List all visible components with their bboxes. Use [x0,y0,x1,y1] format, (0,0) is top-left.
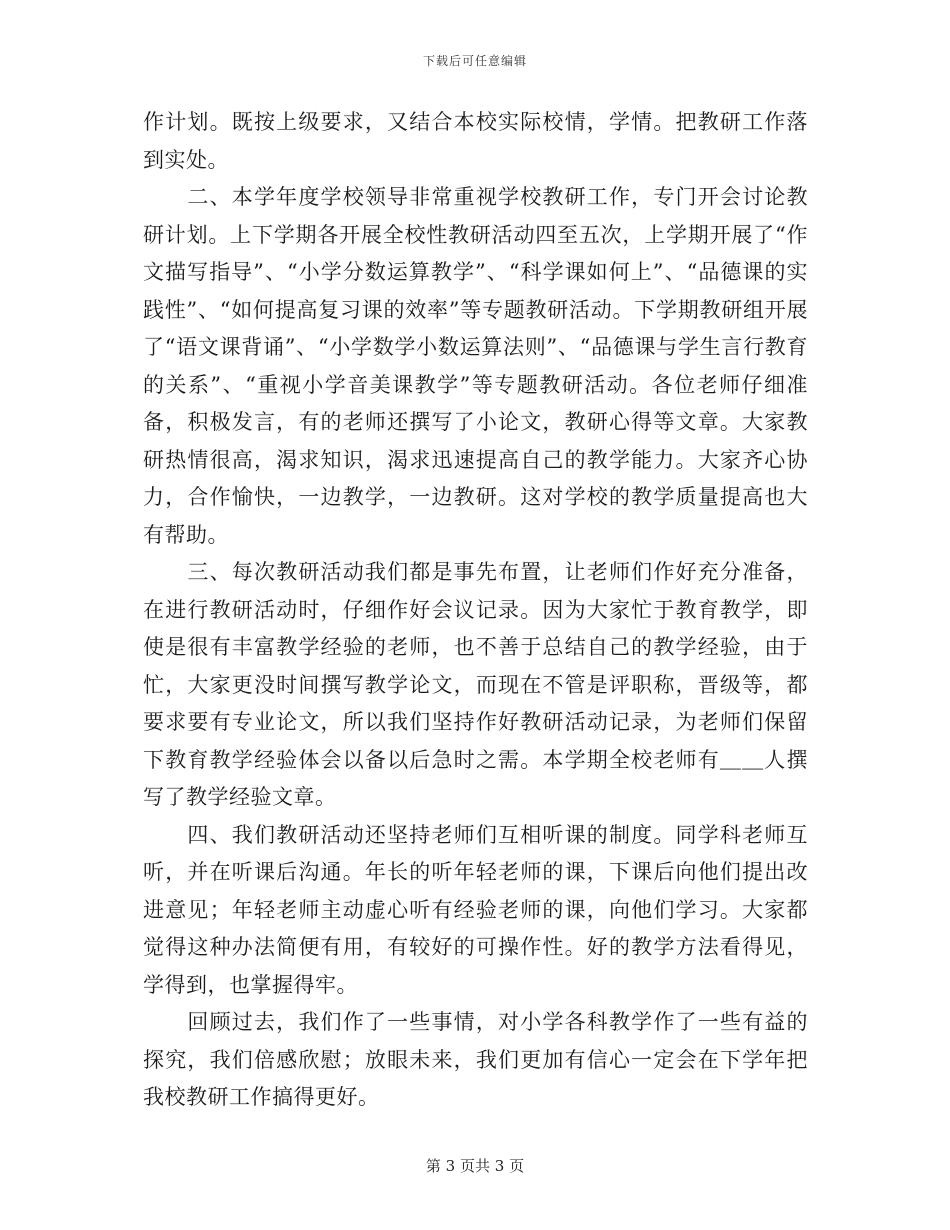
paragraph-section-two: 二、本学年度学校领导非常重视学校教研工作，专门开会讨论教研计划。上下学期各开展全校性教研活动四至五次，上学期开展了“作文描写指导”、“小学分数运算教学”、“科学课如何上”、“品德课的实践性”、“如何提高复习课的效率”等专题教研活动。下学期教研组开展了“语文课背诵”、“小学数学小数运算法则”、“品德课与学生言行教育的关系”、“重视小学音美课教学”等专题教研活动。各位老师仔细准备，积极发言，有的老师还撰写了小论文，教研心得等文章。大家教研热情很高，渴求知识，渴求迅速提高自己的教学能力。大家齐心协力，合作愉快，一边教学，一边教研。这对学校的教学质量提高也大有帮助。 [143,185,808,547]
paragraph-section-four: 四、我们教研活动还坚持老师们互相听课的制度。同学科老师互听，并在听课后沟通。年长的听年轻老师的课，下课后向他们提出改进意见；年轻老师主动虚心听有经验老师的课，向他们学习。大家都觉得这种办法简便有用，有较好的可操作性。好的教学方法看得见，学得到，也掌握得牢。 [143,822,808,997]
paragraph-conclusion: 回顾过去，我们作了一些事情，对小学各科教学作了一些有益的探究，我们倍感欣慰；放眼未来，我们更加有信心一定会在下学年把我校教研工作搞得更好。 [143,1010,808,1109]
paragraph-continuation: 作计划。既按上级要求，又结合本校实际校情，学情。把教研工作落到实处。 [143,110,808,172]
paragraph-section-three: 三、每次教研活动我们都是事先布置，让老师们作好充分准备，在进行教研活动时，仔细作好会议记录。因为大家忙于教育教学，即使是很有丰富教学经验的老师，也不善于总结自己的教学经验，由于忙，大家更没时间撰写教学论文，而现在不管是评职称，晋级等，都要求要有专业论文，所以我们坚持作好教研活动记录，为老师们保留下教育教学经验体会以备以后急时之需。本学期全校老师有＿＿人撰写了教学经验文章。 [143,560,808,809]
page-footer: 第 3 页共 3 页 [425,1157,525,1175]
page-header: 下载后可任意编辑 [422,54,527,68]
document-body [143,104,808,1117]
